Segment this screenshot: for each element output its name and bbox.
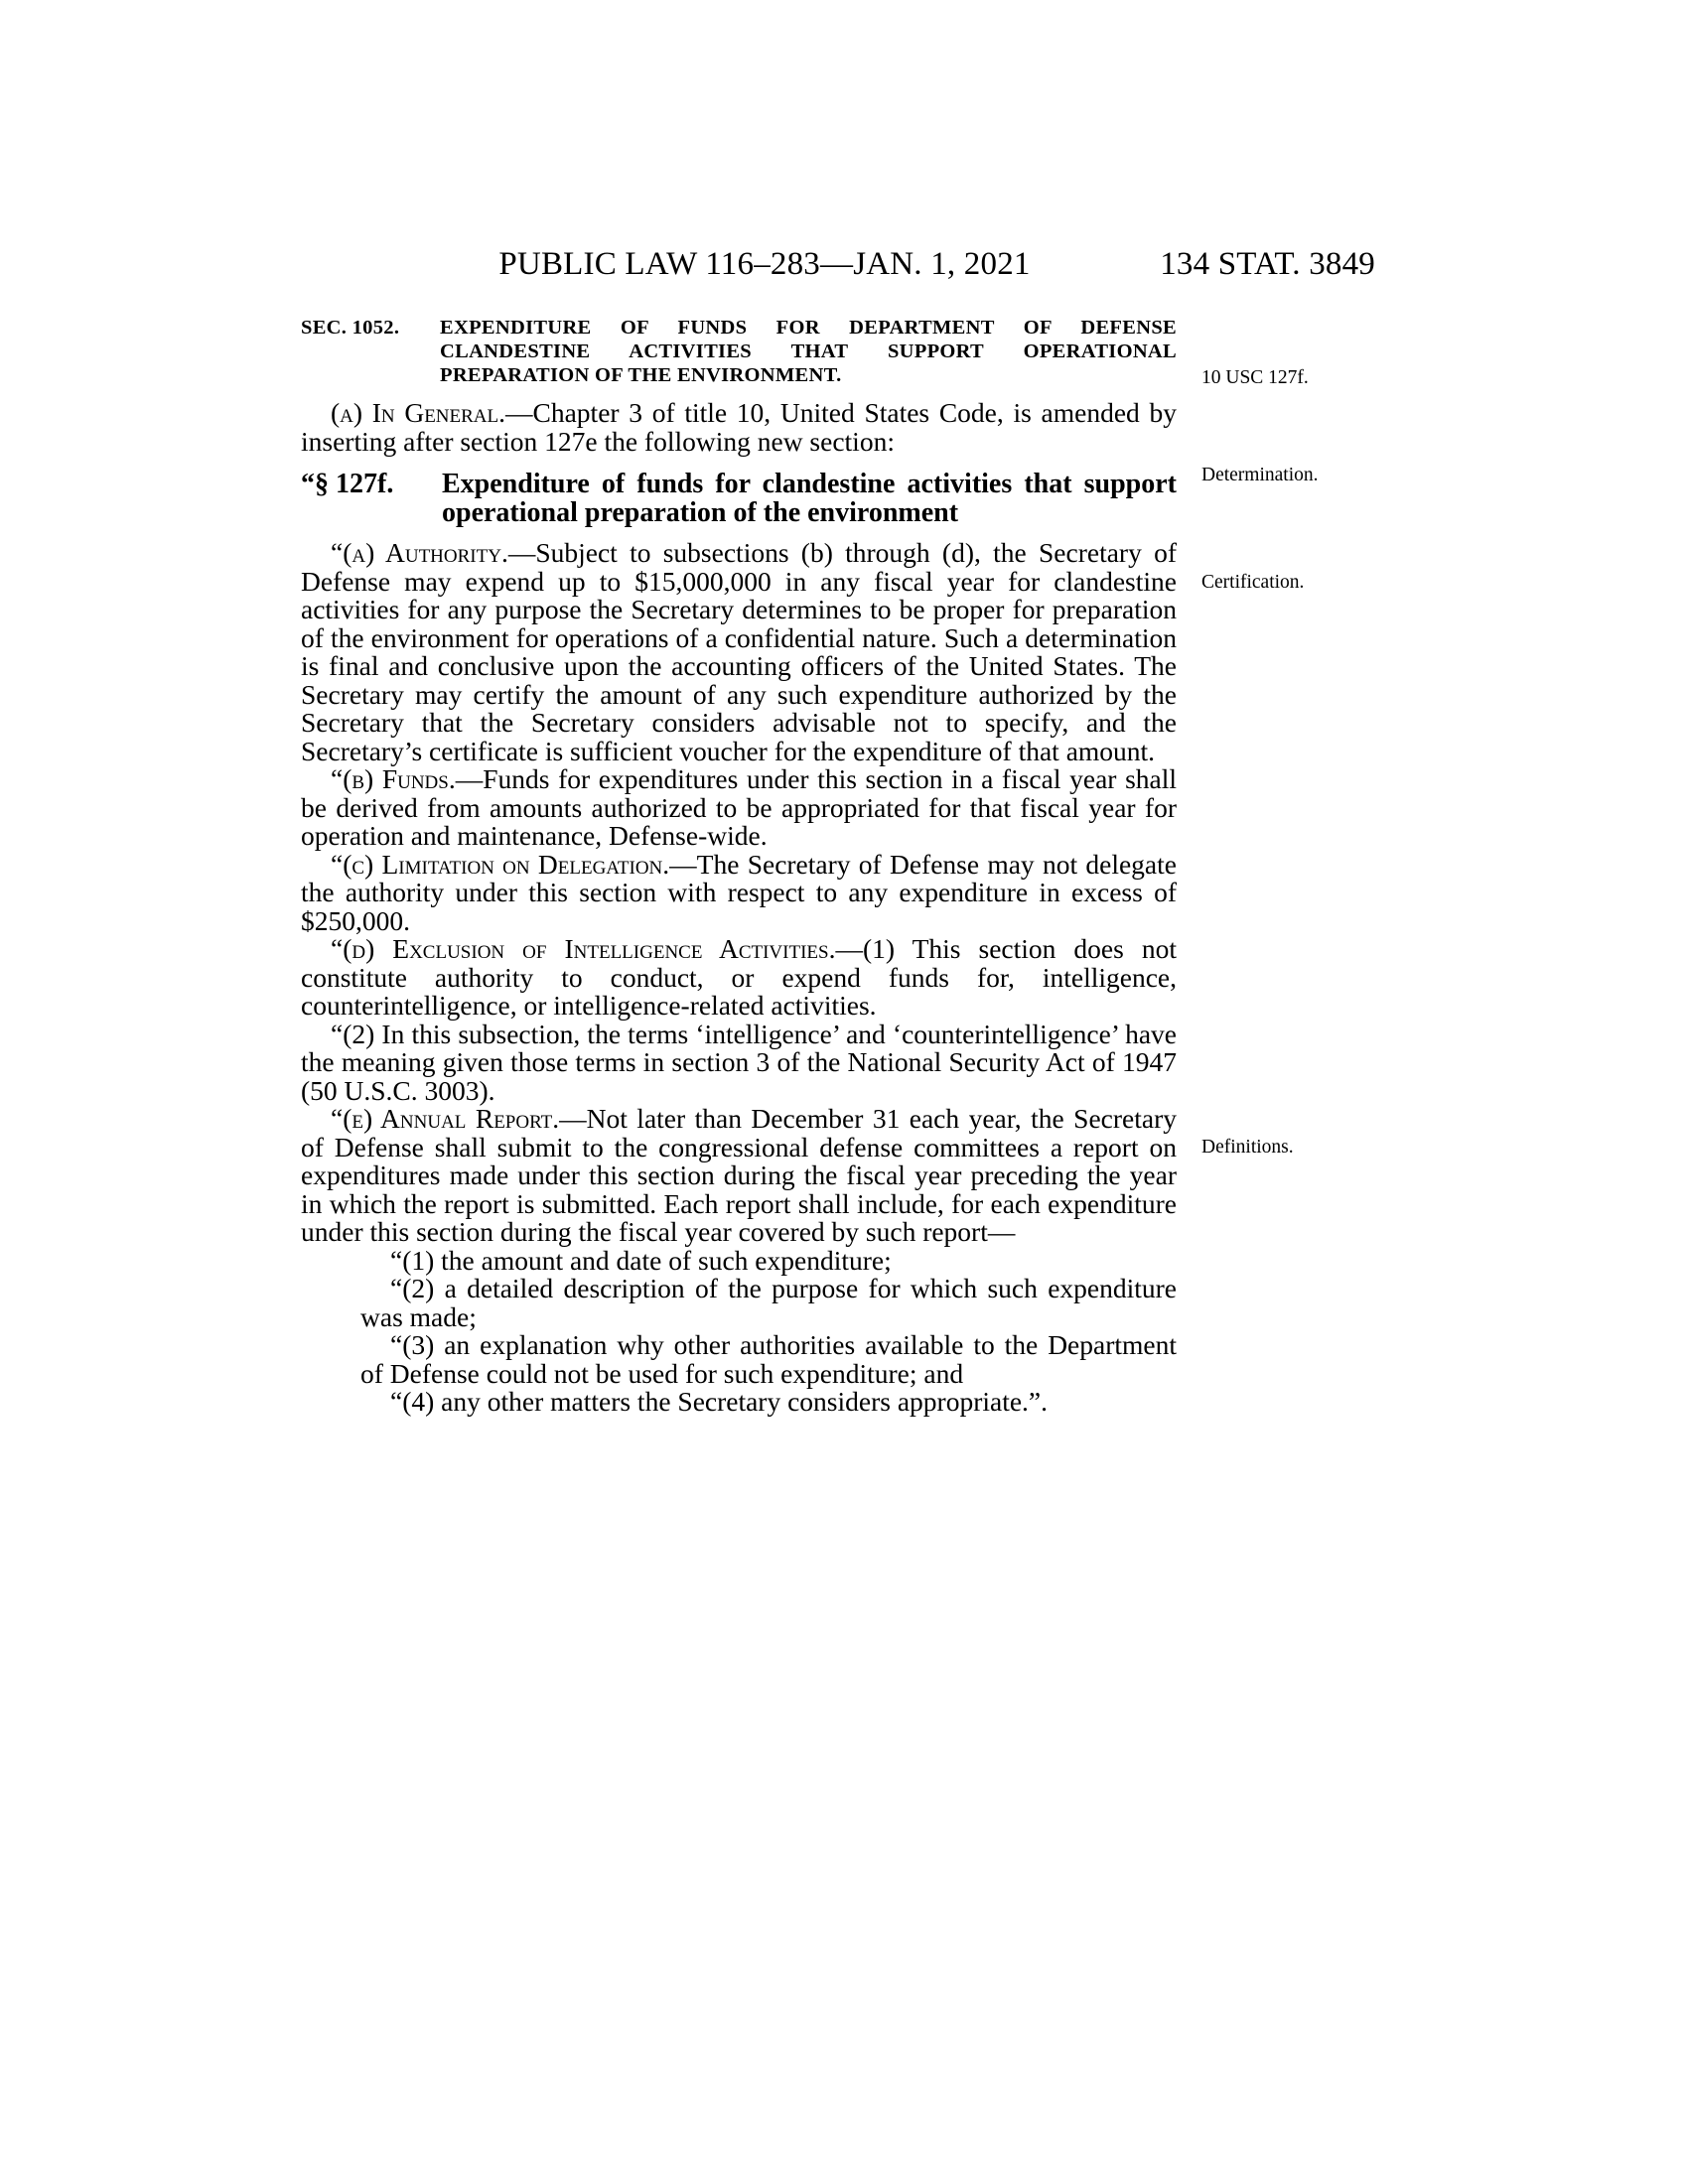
subsection-b-label: “(b) Funds. xyxy=(331,763,456,794)
subsection-d-label: “(d) Exclusion of Intelligence Activities. xyxy=(331,933,836,964)
subsection-d-1 xyxy=(301,935,1177,1021)
section-title: EXPENDITURE OF FUNDS FOR DEPARTMENT OF DEFENSE CLANDESTINE ACTIVITIES THAT SUPPORT OPERATIONAL PREPARATION OF THE ENVIRONMENT. xyxy=(440,317,1177,386)
document-body xyxy=(301,316,1177,1417)
subsection-c-text: —The Secretary of Defense may not delegate the authority under this section with respect to any expenditure in excess of $250,000. xyxy=(301,848,1177,936)
subsection-a xyxy=(301,539,1177,765)
margin-note-usc: 10 USC 127f. xyxy=(1201,367,1309,388)
new-section-title: Expenditure of funds for clandestine activities that support operational preparation of the environment xyxy=(442,469,1177,528)
new-section-number: “§ 127f. xyxy=(301,469,394,499)
subsection-a-text: —Subject to subsections (b) through (d), the Secretary of Defense may expend up to $15,000,000 in any fiscal year for clandestine activities for any purpose the Secretary determines to be proper for preparation of the environment for operations of a confidential nature. Such a determination is final and conclusive upon the accounting officers of the United States. The Secretary may certify the amount of any such expenditure authorized by the Secretary that the Secretary considers advisable not to specify, and the Secretary’s certificate is sufficient voucher for the expenditure of that amount. xyxy=(301,537,1177,766)
statute-page-number: 134 STAT. 3849 xyxy=(1160,246,1375,282)
section-number: SEC. 1052. xyxy=(301,317,400,339)
subsection-a-label: “(a) Authority. xyxy=(331,537,508,568)
margin-note-determination: Determination. xyxy=(1201,465,1319,485)
subsection-e-text: —Not later than December 31 each year, the Secretary of Defense shall submit to the congressional defense committees a report on expenditures made under this section during the fiscal year preceding the year in which the report is submitted. Each report shall include, for each expenditure under this section during the fiscal year covered by such report— xyxy=(301,1103,1177,1247)
margin-note-certification: Certification. xyxy=(1201,572,1305,593)
public-law-citation: PUBLIC LAW 116–283—JAN. 1, 2021 xyxy=(498,246,1031,282)
subsection-b-text: —Funds for expenditures under this section in a fiscal year shall be derived from amounts authorized to be appropriated for that fiscal year for operation and maintenance, Defense-wide. xyxy=(301,763,1178,851)
margin-note-definitions: Definitions. xyxy=(1201,1137,1294,1158)
subsection-c-label: “(c) Limitation on Delegation. xyxy=(331,848,670,880)
page-header xyxy=(0,246,1688,296)
report-item-2: “(2) a detailed description of the purpose for which such expenditure was made; xyxy=(360,1273,1177,1332)
new-section-heading xyxy=(301,470,1177,527)
subsection-b xyxy=(301,765,1177,851)
report-item-3: “(3) an explanation why other authorities available to the Department of Defense could not be used for such expenditure; and xyxy=(360,1329,1177,1389)
intro-label: (a) In General. xyxy=(331,397,505,428)
subsection-e-label: “(e) Annual Report. xyxy=(331,1103,560,1134)
subsection-d-2: “(2) In this subsection, the terms ‘intelligence’ and ‘counterintelligence’ have the meaning given those terms in section 3 of the National Security Act of 1947 (50 U.S.C. 3003). xyxy=(301,1018,1177,1106)
subsection-c xyxy=(301,848,1177,936)
intro-text: —Chapter 3 of title 10, United States Code, is amended by inserting after section 127e the following new section: xyxy=(301,397,1177,457)
subsection-e xyxy=(301,1105,1177,1247)
section-heading xyxy=(301,316,1177,387)
subsection-d-1-text: —(1) This section does not constitute authority to conduct, or expend funds for, intelligence, counterintelligence, or intelligence-related activities. xyxy=(301,933,1178,1021)
report-item-1: “(1) the amount and date of such expenditure; xyxy=(390,1244,892,1276)
intro-paragraph xyxy=(301,399,1177,456)
report-item-4: “(4) any other matters the Secretary considers appropriate.”. xyxy=(390,1386,1049,1417)
